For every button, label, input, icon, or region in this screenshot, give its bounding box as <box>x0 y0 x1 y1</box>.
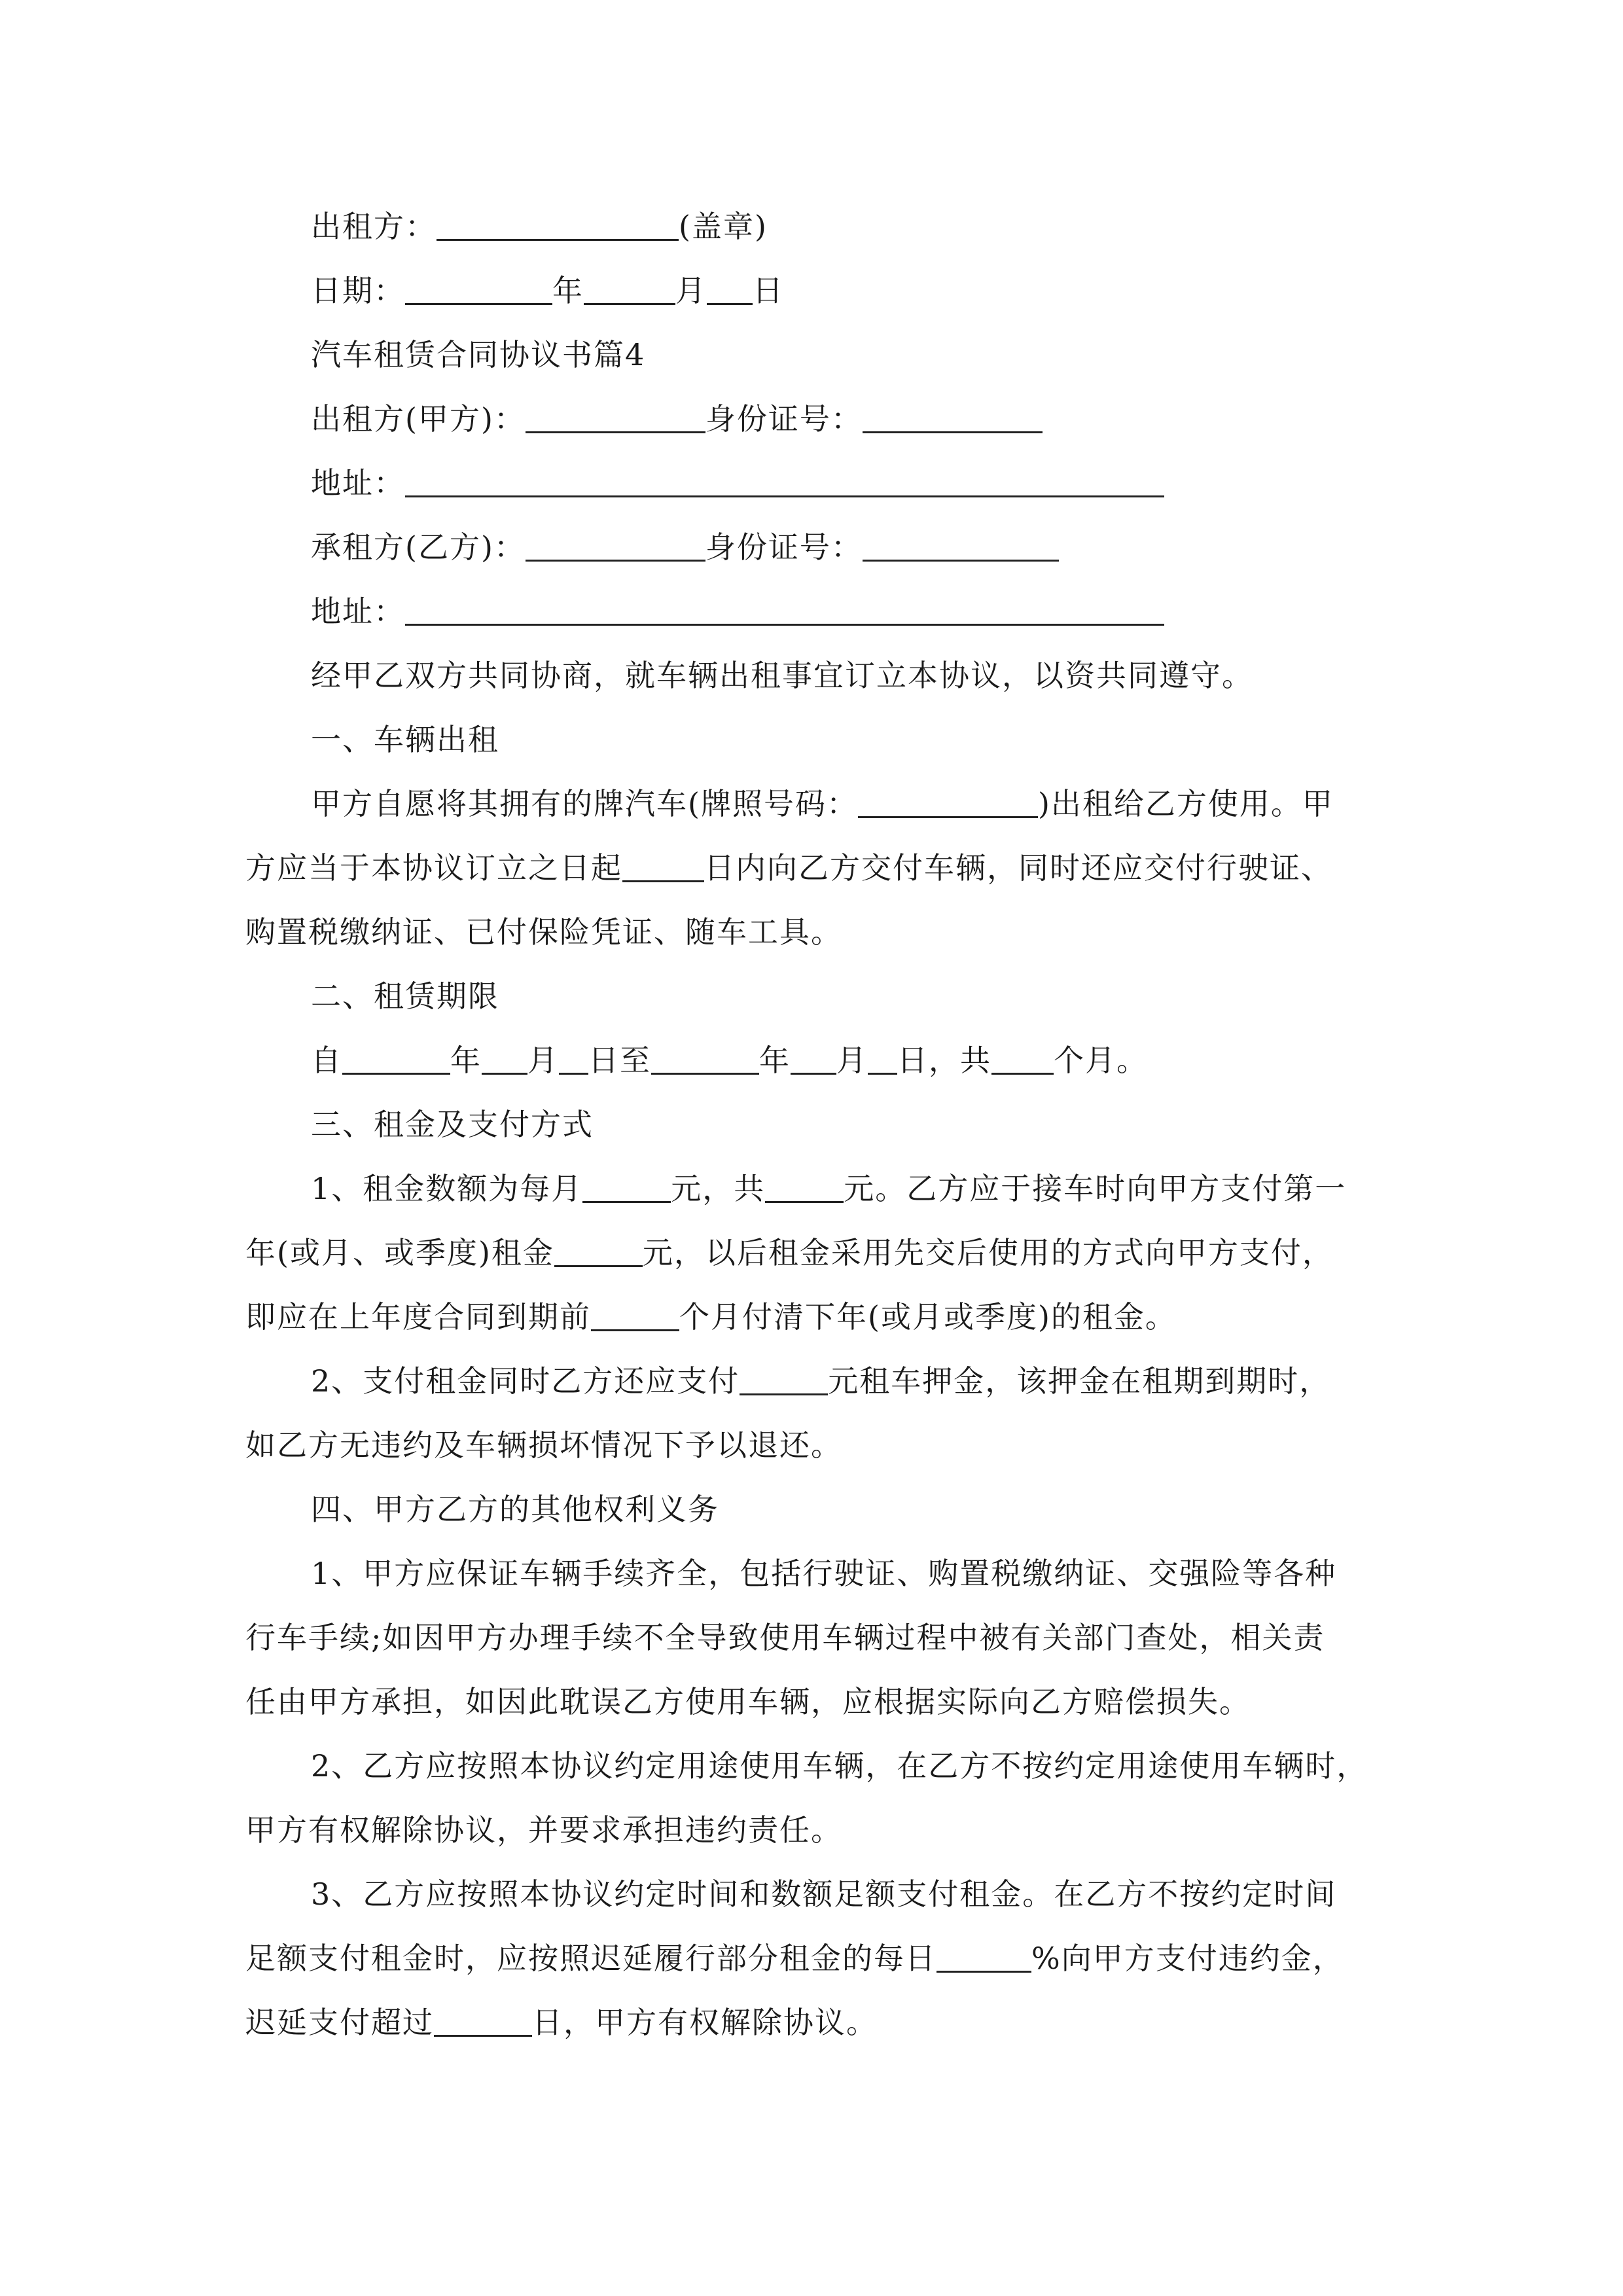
paragraph-line <box>245 1233 1334 1272</box>
paragraph-text: 年 <box>759 1043 791 1078</box>
paragraph-text: 元。乙方应于接车时向甲方支付第一 <box>844 1171 1347 1206</box>
id-label: 身份证号： <box>705 529 863 565</box>
paragraph-text: 年(或月、或季度)租金 <box>245 1235 554 1270</box>
monthly-rent-blank <box>582 1175 671 1203</box>
party-a-id-blank <box>863 405 1043 433</box>
paragraph-text: 日，共 <box>897 1043 991 1078</box>
month-blank <box>584 277 675 305</box>
year-label: 年 <box>552 273 584 308</box>
deposit-blank <box>740 1367 828 1395</box>
paragraph-text: 日至 <box>588 1043 651 1078</box>
paragraph-text: 元，共 <box>671 1171 766 1206</box>
document-title: 汽车租赁合同协议书篇4 <box>311 337 646 372</box>
paragraph-text: 年 <box>450 1043 482 1078</box>
paragraph-line <box>245 1618 1325 1657</box>
paragraph-text: 3、乙方应按照本协议约定时间和数额足额支付租金。在乙方不按约定时间 <box>311 1876 1337 1912</box>
overdue-days-blank <box>434 2009 532 2037</box>
paragraph-text: 月 <box>527 1043 559 1078</box>
paragraph-line <box>245 1682 1251 1721</box>
date-label: 日期： <box>311 273 405 308</box>
heading-text: 三、租金及支付方式 <box>311 1107 594 1142</box>
heading-lease-term <box>311 977 499 1016</box>
heading-vehicle-rental <box>311 720 499 759</box>
paragraph-text: 即应在上年度合同到期前 <box>245 1299 591 1335</box>
paragraph-text: 自 <box>311 1043 342 1078</box>
month-label: 月 <box>675 273 707 308</box>
party-a-address-blank <box>405 469 1164 497</box>
end-year-blank <box>651 1047 759 1075</box>
day-label: 日 <box>753 273 784 308</box>
paragraph-text: 方应当于本协议订立之日起 <box>245 850 622 886</box>
paragraph-text: 甲方自愿将其拥有的牌汽车(牌照号码： <box>311 786 858 821</box>
paragraph-text: 2、支付租金同时乙方还应支付 <box>311 1363 740 1399</box>
paragraph-text: 2、乙方应按照本协议约定用途使用车辆，在乙方不按约定用途使用车辆时， <box>311 1748 1368 1784</box>
paragraph-text: 足额支付租金时，应按照迟延履行部分租金的每日 <box>245 1941 936 1976</box>
date-line <box>311 271 784 310</box>
paragraph-line <box>245 1939 1344 1978</box>
lessor-signature-line <box>311 207 768 246</box>
lease-term-line <box>311 1041 1148 1080</box>
start-year-blank <box>342 1047 450 1075</box>
paragraph-line <box>311 784 1334 823</box>
paragraph-text: 1、租金数额为每月 <box>311 1171 583 1206</box>
paragraph-text: )出租给乙方使用。甲 <box>1037 786 1334 821</box>
party-b-line <box>311 528 1059 567</box>
delivery-days-blank <box>622 854 704 882</box>
paragraph-line <box>311 1874 1336 1914</box>
paragraph-text: 1、甲方应保证车辆手续齐全，包括行驶证、购置税缴纳证、交强险等各种 <box>311 1556 1337 1591</box>
party-a-line <box>311 399 1043 439</box>
paragraph-text: 任由甲方承担，如因此耽误乙方使用车辆，应根据实际向乙方赔偿损失。 <box>245 1684 1251 1719</box>
plate-number-blank <box>858 790 1038 818</box>
heading-text: 四、甲方乙方的其他权利义务 <box>311 1492 719 1527</box>
party-b-address-blank <box>405 598 1164 626</box>
address-label: 地址： <box>311 594 405 629</box>
start-month-blank <box>482 1047 527 1075</box>
paragraph-line <box>245 1810 842 1850</box>
months-before-blank <box>591 1303 679 1331</box>
paragraph-text: 个月。 <box>1054 1043 1148 1078</box>
paragraph-text: 个月付清下年(或月或季度)的租金。 <box>679 1299 1177 1335</box>
party-b-address-line <box>311 592 1164 631</box>
total-rent-blank <box>765 1175 844 1203</box>
day-blank <box>707 277 753 305</box>
section-title <box>311 335 645 374</box>
paragraph-text: 日，甲方有权解除协议。 <box>532 2005 878 2040</box>
heading-rights-obligations <box>311 1490 719 1529</box>
lessor-blank <box>437 213 679 241</box>
paragraph-line <box>311 1554 1336 1593</box>
party-b-id-blank <box>863 533 1059 562</box>
party-b-blank <box>526 533 705 562</box>
penalty-rate-blank <box>936 1945 1031 1973</box>
paragraph-line <box>311 1746 1368 1785</box>
preamble-text: 经甲乙双方共同协商，就车辆出租事宜订立本协议，以资共同遵守。 <box>311 658 1253 693</box>
first-rent-blank <box>554 1239 643 1267</box>
end-day-blank <box>868 1047 897 1075</box>
paragraph-text: 如乙方无违约及车辆损坏情况下予以退还。 <box>245 1427 842 1463</box>
paragraph-text: 购置税缴纳证、已付保险凭证、随车工具。 <box>245 914 842 950</box>
address-label: 地址： <box>311 465 405 501</box>
party-a-label: 出租方(甲方)： <box>311 401 526 437</box>
paragraph-line <box>245 848 1332 888</box>
start-day-blank <box>559 1047 588 1075</box>
lessor-label: 出租方： <box>311 209 437 244</box>
party-b-label: 承租方(乙方)： <box>311 529 526 565</box>
party-a-address-line <box>311 463 1164 503</box>
heading-rent-payment <box>311 1105 594 1144</box>
total-months-blank <box>991 1047 1054 1075</box>
paragraph-text: 月 <box>836 1043 868 1078</box>
paragraph-line <box>245 1297 1177 1336</box>
paragraph-text: 甲方有权解除协议，并要求承担违约责任。 <box>245 1812 842 1848</box>
seal-label: (盖章) <box>679 209 768 244</box>
end-month-blank <box>791 1047 836 1075</box>
heading-text: 二、租赁期限 <box>311 978 499 1014</box>
paragraph-text: 迟延支付超过 <box>245 2005 434 2040</box>
paragraph-text: 日内向乙方交付车辆，同时还应交付行驶证、 <box>704 850 1332 886</box>
year-blank <box>405 277 552 305</box>
paragraph-line <box>245 2003 878 2042</box>
paragraph-line <box>245 1426 842 1465</box>
paragraph-line <box>245 912 842 952</box>
paragraph-text: %向甲方支付违约金， <box>1031 1941 1344 1976</box>
paragraph-text: 元租车押金，该押金在租期到期时， <box>828 1363 1331 1399</box>
paragraph-text: 元，以后租金采用先交后使用的方式向甲方支付， <box>642 1235 1334 1270</box>
heading-text: 一、车辆出租 <box>311 722 499 757</box>
paragraph-line <box>311 1361 1330 1401</box>
preamble <box>311 656 1253 695</box>
paragraph-line <box>311 1169 1346 1208</box>
id-label: 身份证号： <box>705 401 863 437</box>
paragraph-text: 行车手续;如因甲方办理手续不全导致使用车辆过程中被有关部门查处，相关责 <box>245 1620 1325 1655</box>
party-a-blank <box>526 405 705 433</box>
